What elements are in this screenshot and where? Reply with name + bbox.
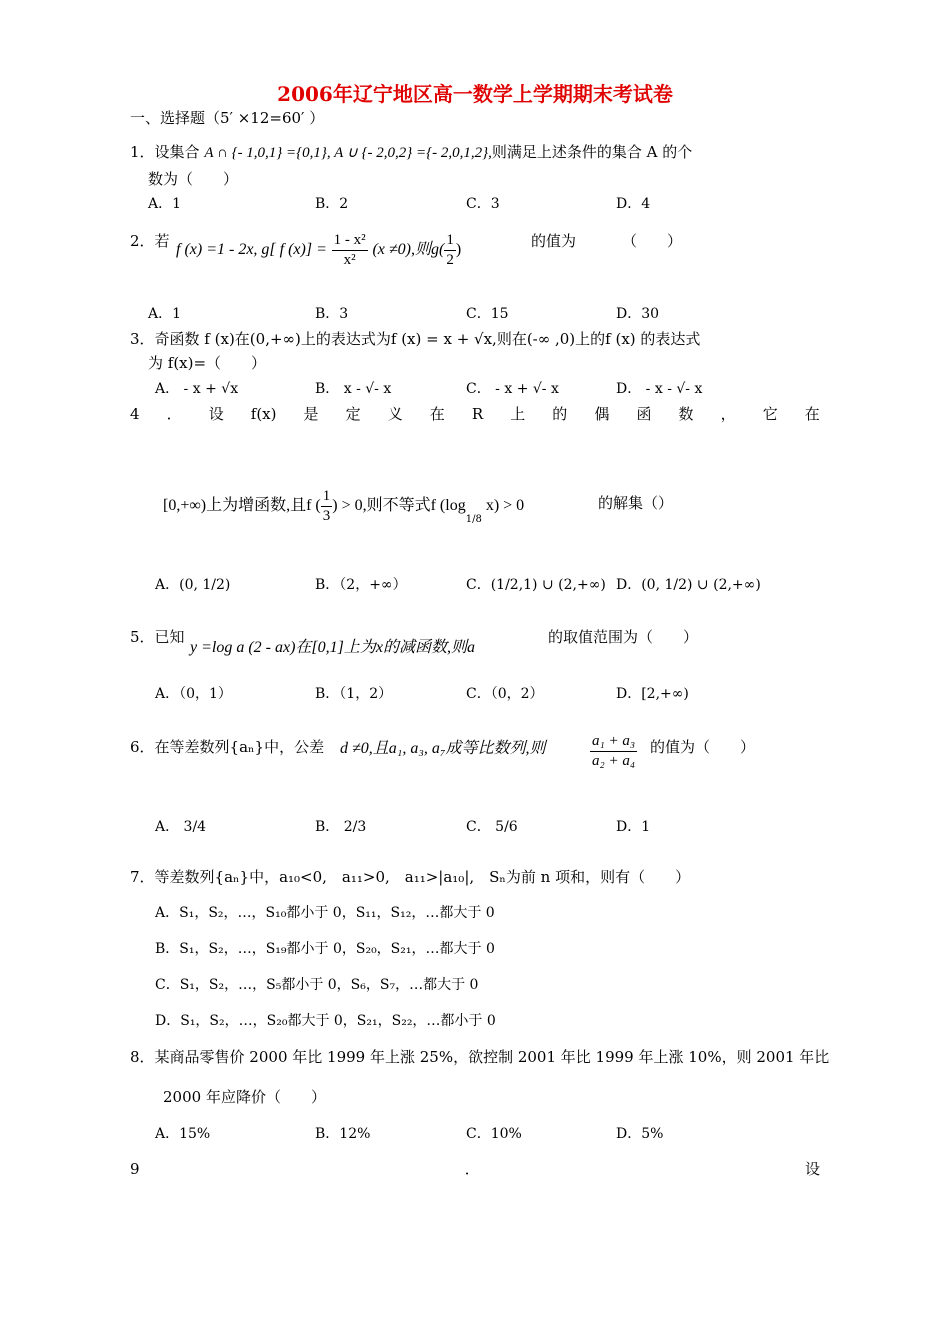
q3-option-c: C． - x + √- x: [466, 381, 559, 397]
q4-token: R: [471, 405, 484, 423]
q3-option-b: B． x - √- x: [315, 381, 392, 397]
page-title: 2006年辽宁地区高一数学上学期期末考试卷: [277, 82, 673, 106]
q4-token: 设: [208, 405, 224, 423]
question-1-line2: 数为（ ）: [148, 170, 239, 188]
q4-expr-c: x) > 0: [481, 497, 525, 514]
question-4-line2: [163, 488, 524, 525]
q2-number: 2．若: [130, 232, 170, 250]
q6-math: d ≠0,且a₁, a₃, a₇成等比数列,则: [340, 740, 546, 757]
q6-frac: [590, 733, 637, 769]
q6-option-d: D．1: [616, 819, 651, 835]
q6-frac-den: a₂ + a₄: [592, 752, 636, 769]
question-8-line2: 2000 年应降价（ ）: [163, 1088, 326, 1106]
q5-option-d: D．[2,+∞): [616, 686, 689, 702]
q1-prefix: 设集合: [154, 143, 200, 161]
q7-option-c: C．S₁，S₂，…，S₅都小于 0，S₆，S₇，…都大于 0: [155, 977, 479, 993]
q3-option-d: D． - x - √- x: [616, 381, 703, 397]
q6-option-b: B． 2/3: [315, 819, 367, 835]
q8-option-d: D．5%: [616, 1126, 664, 1142]
q2-frac-den: x²: [343, 251, 356, 268]
q4-token: 在: [804, 405, 820, 423]
question-3-line1: 3．奇函数 f (x)在(0,+∞)上的表达式为f (x) = x + √x,则在(-∞ ,0)上的f (x) 的表达式: [130, 330, 701, 348]
q8-option-a: A．15%: [155, 1126, 211, 1142]
q1-option-d: D．4: [616, 196, 651, 212]
q2-option-a: A．1: [148, 306, 182, 322]
q3-option-a: A． - x + √x: [155, 381, 239, 397]
q4-suffix: 的解集（）: [598, 494, 674, 512]
q9-word: 设: [804, 1160, 820, 1178]
q4-token: 上: [510, 405, 526, 423]
q9-dot: ．: [464, 1160, 480, 1178]
q2-half-num: 1: [444, 232, 456, 251]
q4-expr-a: [0,+∞)上为增函数,且f (: [163, 497, 321, 514]
q4-token: 4: [130, 405, 140, 423]
q5-option-a: A．（0，1）: [155, 686, 232, 702]
question-4-line1: [130, 407, 820, 422]
q5-option-b: B．（1，2）: [315, 686, 393, 702]
q6-frac-num: a₁ + a₃: [590, 733, 637, 752]
q4-token: 是: [303, 405, 319, 423]
q8-option-b: B．12%: [315, 1126, 371, 1142]
q2-fraction: [332, 232, 368, 268]
question-1-line1: [130, 145, 692, 161]
question-7-stem: 7．等差数列{aₙ}中，a₁₀<0, a₁₁>0, a₁₁>|a₁₀|, Sₙ为前 n 项和，则有（ ）: [130, 868, 691, 886]
q9-number: 9: [130, 1160, 140, 1178]
q2-half-den: 2: [446, 251, 454, 268]
q1-option-c: C．3: [466, 196, 500, 212]
q4-token: 义: [387, 405, 403, 423]
q1-number: 1．: [130, 143, 155, 161]
q4-third-num: 1: [321, 488, 333, 507]
q4-token: 数: [678, 405, 694, 423]
q2-paren: （ ）: [622, 232, 683, 250]
q4-token: ，: [720, 405, 736, 423]
q4-token: 偶: [594, 405, 610, 423]
q6-fraction: [590, 733, 637, 769]
q4-log-base: 1/8: [465, 514, 482, 525]
q4-token: ．: [166, 405, 182, 423]
section-heading: 一、选择题（5′ ×12=60′ ）: [130, 109, 325, 127]
q4-token: 在: [429, 405, 445, 423]
q8-option-c: C．10%: [466, 1126, 522, 1142]
q1-math: A ∩ {- 1,0,1} ={0,1}, A ∪ {- 2,0,2} ={- 2,0,1,2},: [204, 145, 492, 161]
q7-option-b: B．S₁，S₂，…，S₁₉都小于 0，S₂₀，S₂₁，…都大于 0: [155, 941, 495, 957]
q4-option-a: A．(0, 1/2): [155, 577, 231, 593]
q6-option-c: C． 5/6: [466, 819, 518, 835]
q4-third-den: 3: [322, 507, 331, 524]
q2-expr-b: (x ≠0),则g(: [372, 241, 445, 258]
q6-option-a: A． 3/4: [155, 819, 207, 835]
q2-option-c: C．15: [466, 306, 509, 322]
q4-option-d: D．(0, 1/2) ∪ (2,+∞): [616, 577, 761, 593]
q4-expr-b: ) > 0,则不等式f (log: [332, 497, 466, 514]
q1-suffix: 则满足上述条件的集合 A 的个: [491, 143, 693, 161]
q1-option-a: A．1: [148, 196, 182, 212]
question-8-line1: 8．某商品零售价 2000 年比 1999 年上涨 25%，欲控制 2001 年比 1999 年上涨 10%，则 2001 年比: [130, 1048, 830, 1066]
q2-option-d: D．30: [616, 306, 660, 322]
q7-option-a: A．S₁，S₂，…，S₁₀都小于 0，S₁₁，S₁₂，…都大于 0: [155, 905, 495, 921]
question-9-line1: [130, 1162, 820, 1177]
q4-token: 它: [762, 405, 778, 423]
q4-token: 的: [552, 405, 568, 423]
q5-suffix: 的取值范围为（ ）: [548, 628, 699, 646]
q2-expr-a: f (x) =1 - 2x, g[ f (x)] =: [176, 241, 327, 258]
q5-option-c: C．（0，2）: [466, 686, 544, 702]
q6-prefix: 6．在等差数列{aₙ}中，公差: [130, 738, 325, 756]
q2-half: [444, 232, 456, 268]
q4-token: 函: [636, 405, 652, 423]
q1-option-b: B．2: [315, 196, 349, 212]
q2-expr-c: ): [455, 241, 462, 258]
q4-third: [321, 488, 333, 524]
q5-prefix: 5．已知: [130, 628, 185, 646]
q2-suffix: 的值为: [531, 232, 577, 250]
q5-math: y =log a (2 - ax)在[0,1]上为x的减函数,则a: [190, 639, 475, 656]
q4-token: f(x): [250, 405, 277, 423]
q4-option-c: C．(1/2,1) ∪ (2,+∞): [466, 577, 606, 593]
q2-option-b: B．3: [315, 306, 349, 322]
q4-token: 定: [345, 405, 361, 423]
q2-frac-num: 1 - x²: [332, 232, 368, 251]
q7-option-d: D．S₁，S₂，…，S₂₀都大于 0，S₂₁，S₂₂，…都小于 0: [155, 1013, 496, 1029]
q6-suffix: 的值为（ ）: [650, 738, 756, 756]
question-2-expression: [176, 232, 461, 268]
q4-option-b: B．（2，+∞）: [315, 577, 407, 593]
question-3-line2: 为 f(x)=（ ）: [148, 354, 267, 372]
